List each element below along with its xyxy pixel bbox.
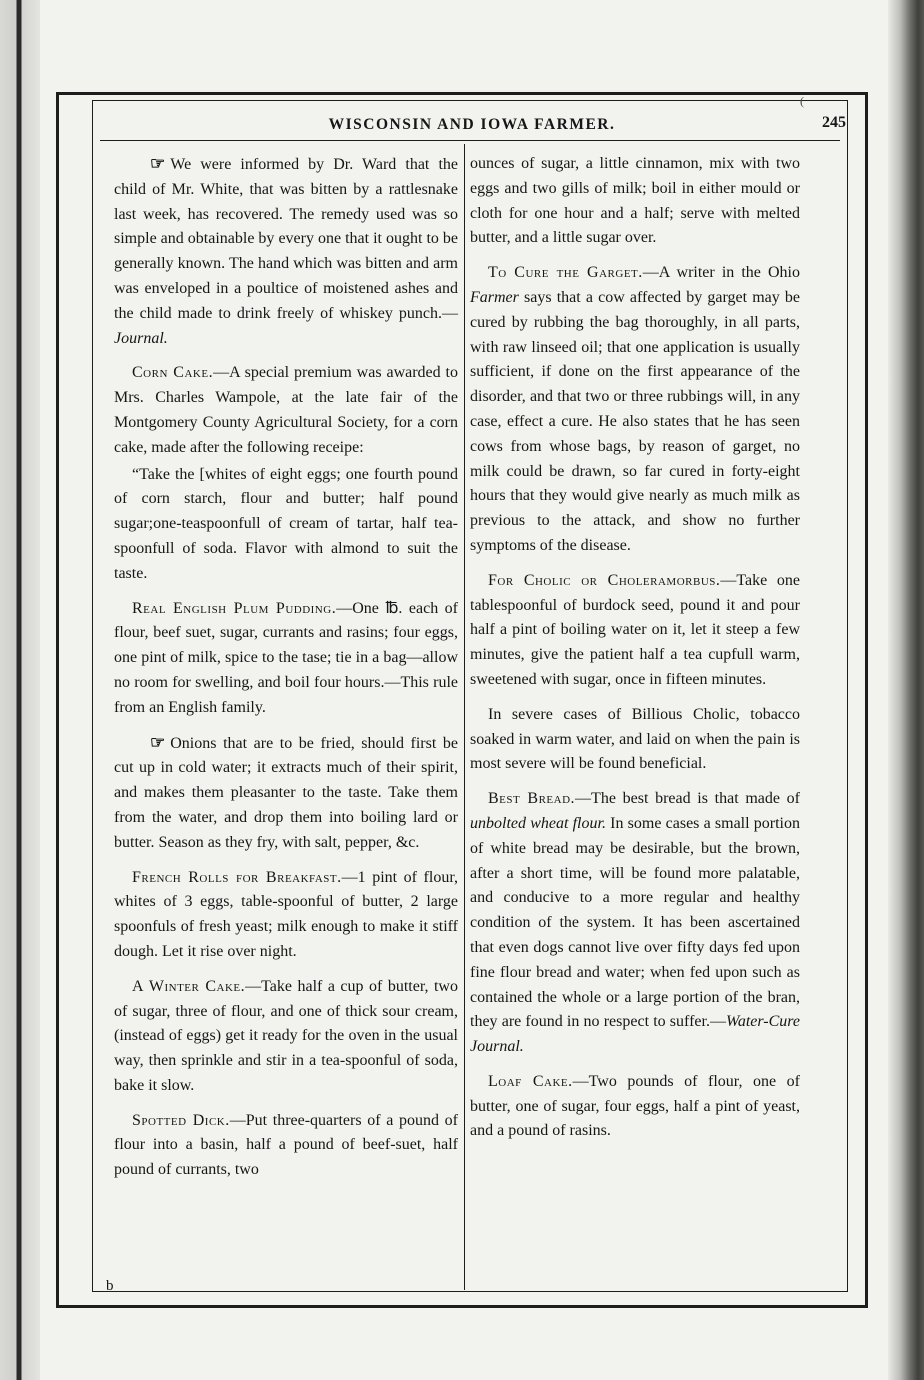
article-spotted-dick-continued — [470, 152, 800, 251]
article-plum-pudding — [114, 597, 458, 721]
left-column — [114, 152, 458, 1193]
pointing-hand-icon: ☞ — [150, 732, 165, 752]
article-heading: Loaf Cake. — [488, 1072, 573, 1090]
running-header — [92, 102, 848, 138]
article-best-bread — [470, 787, 800, 1060]
article-text: “Take the [whites of eight eggs; one fourth pound of corn starch, flour and butter; half pound sugar;one-teaspoonfull of cream of tartar, half tea-spoonfull of soda. Flavor with almond to suit the taste. — [114, 465, 458, 582]
article-text: —Two pounds of flour, one of butter, one of sugar, four eggs, half a pint of yeast, and a pound of rasins. — [470, 1072, 800, 1140]
pointing-hand-icon: ☞ — [150, 154, 165, 173]
binding-edge-left — [0, 0, 40, 1380]
article-corn-cake-recipe — [114, 463, 458, 587]
column-divider — [464, 144, 465, 1290]
article-onions — [114, 731, 458, 856]
article-heading: To Cure the Garget. — [488, 264, 643, 282]
article-text: says that a cow affected by garget may be cured by rubbing the bag thoroughly, in all parts, with raw linseed oil; that one application is usually sufficient, if done on the first appearance of the disorder, and that two or three rubbings will, in any case, effect a cure. He also states that he has seen cows from whose bags, by reason of garget, no milk could be drawn, so far cured in forty-eight hours that they would give nearly as much milk as previous to the attack, and show no further symptoms of the disease. — [470, 288, 800, 554]
article-text: —Put three-quarters of a pound of flour into a basin, half a pound of beef-suet, half pound of currants, two — [114, 1111, 459, 1179]
article-text: We were informed by Dr. Ward that the child of Mr. White, that was bitten by a rattlesnake last week, has recovered. The remedy used was so simple and obtainable by every one that it ought to be generally known. The hand which was bitten and arm was enveloped in a poultice of moistened ashes and the child made to drink freely of whiskey punch.— — [114, 156, 458, 322]
article-text: —Take half a cup of butter, two of sugar, three of flour, and one of thick sour cream, (instead of eggs) get it ready for the oven in the usual way, then sprinkle and stir in a tea-spoonful of soda, bake it slow. — [114, 977, 458, 1094]
article-heading: Corn Cake. — [132, 364, 214, 382]
article-corn-cake — [114, 361, 458, 460]
article-text: —A writer in the Ohio — [642, 264, 800, 282]
article-garget — [470, 261, 800, 559]
article-italic: unbolted wheat flour. — [470, 814, 606, 832]
article-text: —Take one tablespoonful of burdock seed, pound it and pour half a pint of boiling water on it, let it steep a few minutes, give the patient half a tea cupfull warm, sweetened with sugar, once in fifteen minutes. — [470, 571, 800, 688]
article-heading: A Winter Cake. — [132, 977, 246, 995]
page-title: WISCONSIN AND IOWA FARMER. — [328, 116, 616, 133]
signature-mark: b — [106, 1278, 114, 1294]
header-rule — [100, 140, 840, 141]
article-source: Water-Cure Journal. — [470, 1013, 800, 1056]
article-french-rolls — [114, 866, 458, 965]
margin-mark: ( — [800, 94, 804, 108]
right-column — [470, 152, 800, 1154]
article-text: Onions that are to be fried, should first be cut up in cold water; it extracts much of their spirit, and makes them pleasanter to the taste. Take them from the water, and drop them into boiling lard or butter. Season as they fry, with salt, pepper, &c. — [114, 734, 458, 851]
article-heading: Real English Plum Pudding. — [132, 599, 337, 617]
article-text: —1 pint of flour, whites of 3 eggs, table-spoonful of butter, 2 large spoonfuls of fresh yeast; milk enough to make it stiff dough. Let it rise over night. — [114, 868, 459, 960]
article-text: ounces of sugar, a little cinnamon, mix with two eggs and two gills of milk; boil in either mould or cloth for one hour and a half; serve with melted butter, and a little sugar over. — [470, 155, 800, 247]
article-billious-cholic — [470, 703, 800, 777]
article-heading: Spotted Dick. — [132, 1111, 230, 1129]
article-cholic — [470, 569, 800, 693]
binding-edge-right — [888, 0, 924, 1380]
article-heading: Best Bread. — [488, 790, 576, 808]
article-text: In some cases a small portion of white bread may be desirable, but the brown, after a short time, will be found more palatable, and conducive to a more regular and healthy condition of the system. It has been ascertained that even dogs cannot live over fifty days fed upon fine flour bread and water; when fed upon such as contained the whole or a large portion of the bran, they are found in no respect to suffer.— — [470, 814, 800, 1031]
article-heading: For Cholic or Choleramorbus. — [488, 571, 721, 589]
article-text: —The best bread is that made of — [575, 790, 801, 808]
article-text: —One ℔. each of flour, beef suet, sugar, currants and rasins; four eggs, one pint of milk, spice to the tase; tie in a bag—allow no room for swelling, and boil four hours.—This rule from an English family. — [114, 599, 458, 716]
article-text: —A special premium was awarded to Mrs. Charles Wampole, at the late fair of the Montgomery County Agricultural Society, for a corn cake, made after the following receipe: — [114, 364, 458, 456]
article-heading: French Rolls for Breakfast. — [132, 868, 342, 886]
article-text: In severe cases of Billious Cholic, tobacco soaked in warm water, and laid on when the pain is most severe will be found beneficial. — [470, 705, 800, 773]
page-number: 245 — [822, 114, 846, 131]
article-winter-cake — [114, 975, 458, 1099]
article-snakebite — [114, 152, 458, 351]
article-loaf-cake — [470, 1070, 800, 1144]
article-spotted-dick — [114, 1109, 458, 1183]
article-source: Journal. — [114, 329, 168, 347]
article-italic: Farmer — [470, 288, 519, 306]
